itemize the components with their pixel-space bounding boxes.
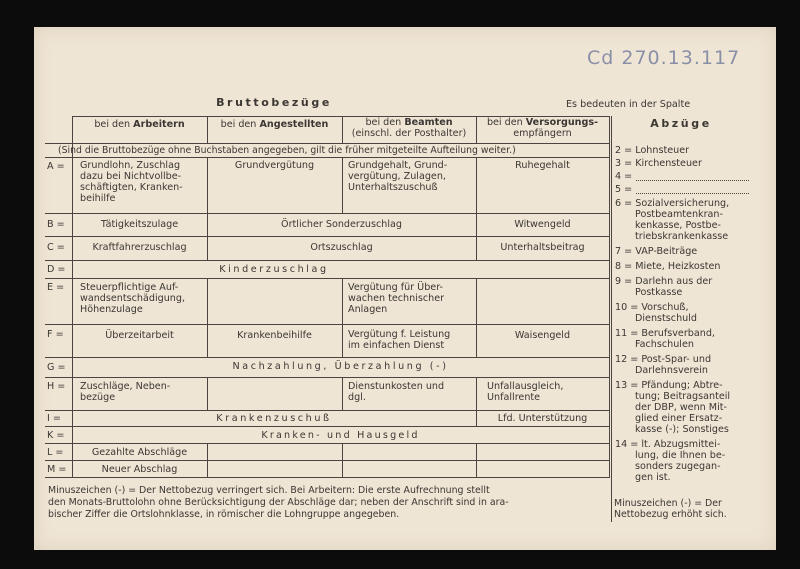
cell-g-span: Nachzahlung, Überzahlung (-) — [232, 361, 449, 372]
cell-i-span: Krankenzuschuß — [216, 413, 332, 424]
row-label-a: A = — [47, 161, 65, 172]
row-label-d: D = — [47, 264, 66, 275]
cell-h-arbeiter: Zuschläge, Neben- bezüge — [80, 381, 171, 403]
column-header-beamte: bei den Beamten (einschl. der Posthalter) — [351, 117, 467, 139]
cell-m-arbeiter: Neuer Abschlag — [101, 464, 178, 475]
cell-a-versorgung: Ruhegehalt — [515, 160, 570, 171]
abzug-item: 2 = Lohnsteuer — [615, 145, 690, 156]
footer-note: Minuszeichen (-) = Der Nettobezug verringert sich. Bei Arbeitern: Die erste Aufrechnung stellt den Monats-Bruttolohn ohne Berücksichtigung der Abschläge dar; neben der Anschrift sind in ara- bischer Ziffer die Ortslohnklasse, in römischer die Lohngruppe angegeben. — [48, 485, 509, 520]
cell-c-arbeiter: Kraftfahrerzuschlag — [92, 242, 187, 253]
abzug-item: 12 = Post-Spar- und Darlehnsverein — [615, 354, 712, 376]
row-label-i: I = — [47, 413, 61, 424]
cell-e-beamte: Vergütung für Über- wachen technischer Anlagen — [348, 282, 445, 315]
row-label-b: B = — [47, 219, 65, 230]
cell-f-beamte: Vergütung f. Leistung im einfachen Dienst — [348, 329, 451, 351]
cell-d-span: Kinderzuschlag — [219, 264, 329, 275]
cell-f-versorgung: Waisengeld — [514, 330, 571, 341]
column-header-arbeiter: bei den Arbeitern — [94, 119, 185, 130]
cell-b-arbeiter: Tätigkeitszulage — [100, 219, 179, 230]
cell-c-angestellte-beamte: Ortszuschlag — [310, 242, 373, 253]
abzug-item: 7 = VAP-Beiträge — [615, 246, 698, 257]
right-title: Abzüge — [650, 117, 712, 130]
row-label-k: K = — [47, 430, 65, 441]
archive-mark: Cd 270.13.117 — [587, 47, 741, 69]
abzug-item: 11 = Berufsverband, Fachschulen — [615, 328, 715, 350]
abzug-item: 9 = Darlehn aus der Postkasse — [615, 276, 713, 298]
row-label-g: G = — [47, 362, 66, 373]
right-intro: Es bedeuten in der Spalte — [566, 99, 691, 110]
abzug-item: 10 = Vorschuß, Dienstschuld — [615, 302, 697, 324]
blank-field — [636, 171, 749, 181]
row-label-f: F = — [47, 329, 64, 340]
blank-field — [636, 184, 749, 194]
row-label-m: M = — [47, 464, 67, 475]
cell-f-angestellte: Krankenbeihilfe — [237, 330, 312, 341]
abzug-item: 3 = Kirchensteuer — [615, 158, 702, 169]
cell-f-arbeiter: Überzeitarbeit — [105, 330, 174, 341]
title: Bruttobezüge — [216, 96, 332, 109]
column-header-angestellte: bei den Angestellten — [220, 119, 329, 130]
right-footer-note: Minuszeichen (-) = Der Nettobezug erhöht sich. — [614, 498, 727, 520]
abzug-item: 6 = Sozialversicherung, Postbeamtenkran- kenkasse, Postbe- triebskrankenkasse — [615, 198, 730, 242]
cell-b-angestellte-beamte: Örtlicher Sonderzuschlag — [281, 219, 402, 230]
cell-a-angestellte: Grundvergütung — [234, 160, 315, 171]
row-label-l: L = — [47, 447, 64, 458]
cell-e-arbeiter: Steuerpflichtige Auf- wandsentschädigung, Höhenzulage — [80, 282, 186, 315]
row-label-c: C = — [47, 242, 65, 253]
cell-a-beamte: Grundgehalt, Grund- vergütung, Zulagen, Unterhaltszuschuß — [348, 160, 448, 193]
abzuege-list — [615, 145, 755, 483]
cell-k-span: Kranken- und Hausgeld — [261, 430, 420, 441]
row-label-h: H = — [47, 381, 66, 392]
cell-h-beamte: Dienstunkosten und dgl. — [348, 381, 445, 403]
cell-l-arbeiter: Gezahlte Abschläge — [91, 447, 188, 458]
abzug-item: 5 = — [615, 184, 755, 197]
abzug-item: 14 = lt. Abzugsmittei- lung, die Ihnen be- sonders zugegan- gen ist. — [615, 439, 726, 483]
abzug-item: 13 = Pfändung; Abtre- tung; Beitragsanteil der DBP, wenn Mit- glied einer Ersatz- kasse (-); Sonstiges — [615, 380, 731, 435]
cell-c-versorgung: Unterhaltsbeitrag — [500, 242, 585, 253]
cell-i-versorgung: Lfd. Unterstützung — [497, 413, 588, 424]
cell-h-versorgung: Unfallausgleich, Unfallrente — [487, 381, 564, 403]
note-no-letters: (Sind die Bruttobezüge ohne Buchstaben angegeben, gilt die früher mitgeteilte Aufteilung weiter.) — [58, 145, 516, 156]
abzug-item: 4 = — [615, 171, 755, 184]
cell-b-versorgung: Witwengeld — [514, 219, 571, 230]
cell-a-arbeiter: Grundlohn, Zuschlag dazu bei Nichtvollbe- schäftigten, Kranken- beihilfe — [80, 160, 183, 204]
row-label-e: E = — [47, 282, 65, 293]
abzug-item: 8 = Miete, Heizkosten — [615, 261, 721, 272]
column-header-versorgung: bei den Versorgungs- empfängern — [486, 117, 599, 139]
